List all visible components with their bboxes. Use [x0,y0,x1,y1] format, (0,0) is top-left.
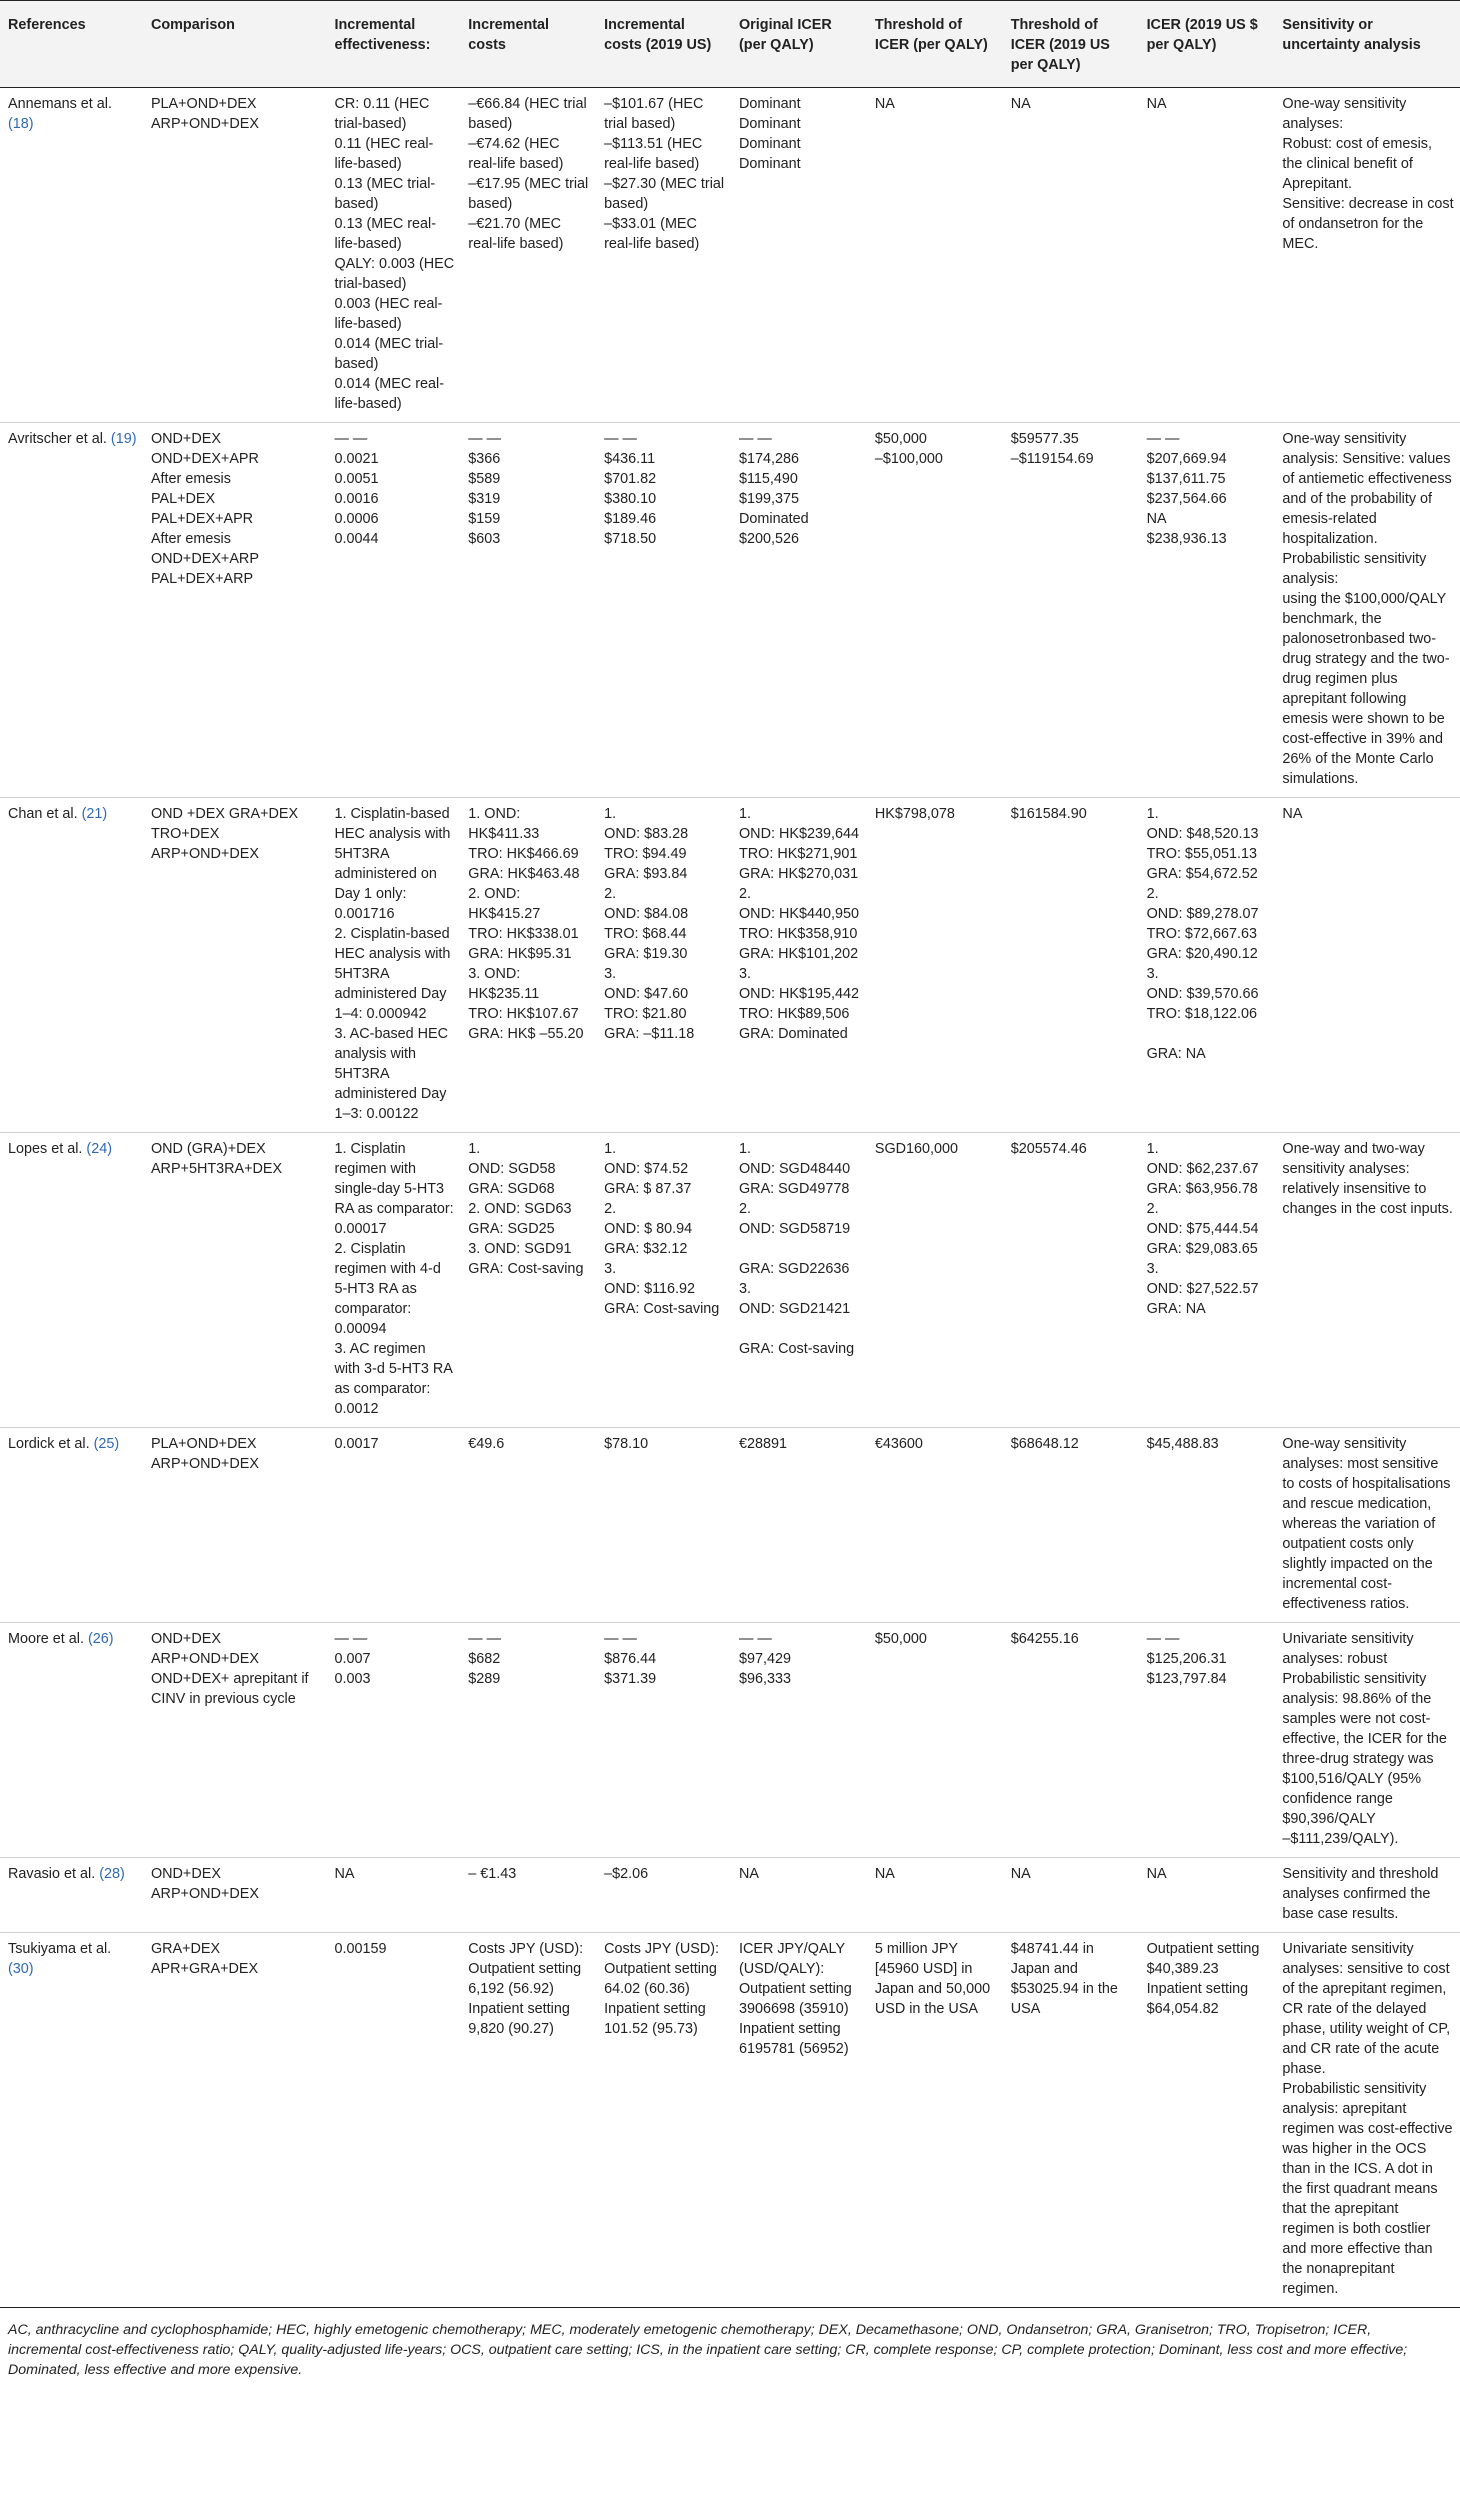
author-name: Avritscher et al. [8,431,107,447]
comparison-cell: OND+DEX ARP+OND+DEX [150,1866,259,1902]
sensitivity-cell: NA [1282,806,1303,822]
threshold-2019-cell: $48741.44 in Japan and $53025.94 in the USA [1010,1941,1118,2017]
costs-2019-cell: Costs JPY (USD): Outpatient setting 64.02 (60.36) Inpatient setting 101.52 (95.73) [604,1941,720,2037]
comparison-cell: OND (GRA)+DEX ARP+5HT3RA+DEX [150,1141,283,1177]
icer-2019-cell: $45,488.83 [1146,1436,1219,1452]
comparison-cell: OND +DEX GRA+DEX TRO+DEX ARP+OND+DEX [150,806,299,862]
header-incremental-costs-2019: Incremental costs (2019 US) [604,17,712,53]
threshold-cell: NA [874,96,895,112]
costs-cell: – €1.43 [468,1866,517,1882]
costs-2019-cell: — — $876.44 $371.39 [604,1631,657,1687]
header-references: References [8,17,86,33]
costs-cell: 1. OND: HK$411.33 TRO: HK$466.69 GRA: HK$463.48 2. OND: HK$415.27 TRO: HK$338.01 GRA: HK$95.31 3. OND: HK$235.11 TRO: HK$107.67 GRA: HK$ –55.20 [468,806,584,1042]
reference-cell [0,88,143,423]
threshold-2019-cell: $68648.12 [1010,1436,1079,1452]
reference-link[interactable]: (24) [86,1141,112,1157]
icer-2019-cell: 1. OND: $48,520.13 TRO: $55,051.13 GRA: $54,672.52 2. OND: $89,278.07 TRO: $72,667.63 GRA: $20,490.12 3. OND: $39,570.66 TRO: $18,122.06 GRA: NA [1146,806,1259,1062]
header-threshold-icer: Threshold of ICER (per QALY) [874,17,988,53]
effectiveness-cell: NA [334,1866,355,1882]
threshold-2019-cell: NA [1010,96,1031,112]
reference-link[interactable]: (28) [99,1866,125,1882]
table-footnote: AC, anthracycline and cyclophosphamide; HEC, highly emetogenic chemotherapy; MEC, moderately emetogenic chemotherapy; DEX, Decamethasone; OND, Ondansetron; GRA, Granisetron; TRO, Tropisetron; ICER, incremental cost-effectiveness ratio; QALY, quality-adjusted life-years; OCS, outpatient care setting; ICS, in the inpatient care setting; CR, complete response; CP, complete protection; Dominant, less cost and more effective; Dominated, less effective and more expensive. [8,2322,1408,2378]
costs-2019-cell: –$2.06 [604,1866,649,1882]
sensitivity-cell: One-way and two-way sensitivity analyses: relatively insensitive to changes in the cost inputs. [1282,1141,1453,1217]
costs-cell: €49.6 [468,1436,505,1452]
threshold-cell: NA [874,1866,895,1882]
comparison-cell: OND+DEX ARP+OND+DEX OND+DEX+ aprepitant if CINV in previous cycle [150,1631,309,1707]
icer-2019-cell: NA [1146,96,1167,112]
icer-2019-cell: 1. OND: $62,237.67 GRA: $63,956.78 2. OND: $75,444.54 GRA: $29,083.65 3. OND: $27,522.57 GRA: NA [1146,1141,1259,1317]
threshold-cell: $50,000 [874,1631,927,1647]
table-row [0,1428,1460,1623]
reference-cell [0,1933,143,2308]
header-icer-2019: ICER (2019 US $ per QALY) [1146,17,1258,53]
sensitivity-cell: Univariate sensitivity analyses: robust Probabilistic sensitivity analysis: 98.86% of the samples were not cost-effective, the ICER for the three-drug strategy was $100,516/QALY (95% confidence range $90,396/QALY –$111,239/QALY). [1282,1631,1447,1847]
effectiveness-cell: 1. Cisplatin regimen with single-day 5-HT3 RA as comparator: 0.00017 2. Cisplatin regimen with 4-d 5-HT3 RA as comparator: 0.00094 3. AC regimen with 3-d 5-HT3 RA as comparator: 0.0012 [334,1141,454,1417]
table-row [0,798,1460,1133]
reference-link[interactable]: (30) [8,1961,34,1977]
reference-link[interactable]: (25) [93,1436,120,1452]
comparison-cell: PLA+OND+DEX ARP+OND+DEX [150,96,259,132]
threshold-cell: $50,000 –$100,000 [874,431,943,467]
effectiveness-cell: 0.0017 [334,1436,379,1452]
reference-link[interactable]: (18) [8,116,34,132]
reference-cell [0,423,143,798]
author-name: Moore et al. [8,1631,84,1647]
icer-2019-cell: — — $125,206.31 $123,797.84 [1146,1631,1227,1687]
reference-cell [0,1858,143,1933]
sensitivity-cell: One-way sensitivity analysis: Sensitive: values of antiemetic effectiveness and of the probability of emesis-related hospitalization. Probabilistic sensitivity analysis: using the $100,000/QALY benchmark, the palonosetronbased two-drug strategy and the two-drug regimen plus aprepitant following emesis were shown to be cost-effective in 39% and 26% of the Monte Carlo simulations. [1282,431,1452,787]
costs-cell: — — $682 $289 [468,1631,502,1687]
table-row [0,88,1460,423]
costs-2019-cell: –$101.67 (HEC trial based) –$113.51 (HEC real-life based) –$27.30 (MEC trial based) –$33.01 (MEC real-life based) [604,96,725,252]
threshold-2019-cell: $161584.90 [1010,806,1087,822]
icer-2019-cell: NA [1146,1866,1167,1882]
table-row [0,1933,1460,2308]
reference-link[interactable]: (21) [81,806,108,822]
reference-cell [0,1133,143,1428]
costs-2019-cell: — — $436.11 $701.82 $380.10 $189.46 $718.50 [604,431,657,547]
icer-cell: ICER JPY/QALY (USD/QALY): Outpatient setting 3906698 (35910) Inpatient setting 6195781 (56952) [738,1941,852,2057]
reference-cell [0,1428,143,1623]
author-name: Lordick et al. [8,1436,90,1452]
header-original-icer: Original ICER (per QALY) [738,17,832,53]
header-sensitivity: Sensitivity or uncertainty analysis [1282,17,1421,53]
author-name: Tsukiyama et al. [8,1941,112,1957]
threshold-2019-cell: $64255.16 [1010,1631,1079,1647]
costs-2019-cell: 1. OND: $83.28 TRO: $94.49 GRA: $93.84 2. OND: $84.08 TRO: $68.44 GRA: $19.30 3. OND: $47.60 TRO: $21.80 GRA: –$11.18 [604,806,695,1042]
comparison-cell: GRA+DEX APR+GRA+DEX [150,1941,259,1977]
author-name: Chan et al. [8,806,78,822]
sensitivity-cell: One-way sensitivity analyses: Robust: cost of emesis, the clinical benefit of Aprepitant. Sensitive: decrease in cost of ondansetron for the MEC. [1282,96,1454,252]
costs-cell: 1. OND: SGD58 GRA: SGD68 2. OND: SGD63 GRA: SGD25 3. OND: SGD91 GRA: Cost-saving [468,1141,584,1277]
reference-link[interactable]: (19) [110,431,137,447]
icer-cell: 1. OND: HK$239,644 TRO: HK$271,901 GRA: HK$270,031 2. OND: HK$440,950 TRO: HK$358,910 GRA: HK$101,202 3. OND: HK$195,442 TRO: HK$89,506 GRA: Dominated [738,806,859,1042]
sensitivity-cell: Univariate sensitivity analyses: sensitive to cost of the aprepitant regimen, CR rate of the delayed phase, utility weight of CP, and CR rate of the acute phase. Probabilistic sensitivity analysis: aprepitant regimen was cost-effective was higher in the OCS than in the ICS. A dot in the first quadrant means that the aprepitant regimen is both costlier and more effective than the nonaprepitant regimen. [1282,1941,1453,2297]
icer-cell: 1. OND: SGD48440 GRA: SGD49778 2. OND: SGD58719 GRA: SGD22636 3. OND: SGD21421 GRA: Cost-saving [738,1141,855,1357]
header-incremental-effectiveness: Incremental effectiveness: [334,17,431,53]
reference-cell [0,1623,143,1858]
author-name: Lopes et al. [8,1141,83,1157]
table-row [0,423,1460,798]
sensitivity-cell: One-way sensitivity analyses: most sensitive to costs of hospitalisations and rescue medication, whereas the variation of outpatient costs only slightly impacted on the incremental cost-effectiveness ratios. [1282,1436,1451,1612]
reference-cell [0,798,143,1133]
header-incremental-costs: Incremental costs [468,17,550,53]
table-row [0,1858,1460,1933]
threshold-2019-cell: $205574.46 [1010,1141,1087,1157]
icer-cell: Dominant Dominant Dominant Dominant [738,96,801,172]
costs-cell: –€66.84 (HEC trial based) –€74.62 (HEC real-life based) –€17.95 (MEC trial based) –€21.70 (MEC real-life based) [468,96,589,252]
effectiveness-cell: CR: 0.11 (HEC trial-based) 0.11 (HEC real-life-based) 0.13 (MEC trial-based) 0.13 (MEC real-life-based) QALY: 0.003 (HEC trial-based) 0.003 (HEC real-life-based) 0.014 (MEC trial-based) 0.014 (MEC real-life-based) [334,96,455,412]
threshold-2019-cell: $59577.35 –$119154.69 [1010,431,1094,467]
effectiveness-cell: — — 0.0021 0.0051 0.0016 0.0006 0.0044 [334,431,379,547]
costs-cell: Costs JPY (USD): Outpatient setting 6,192 (56.92) Inpatient setting 9,820 (90.27) [468,1941,584,2037]
header-threshold-icer-2019: Threshold of ICER (2019 US per QALY) [1010,17,1110,73]
threshold-cell: SGD160,000 [874,1141,959,1157]
comparison-cell: OND+DEX OND+DEX+APR After emesis PAL+DEX PAL+DEX+APR After emesis OND+DEX+ARP PAL+DEX+ARP [150,431,259,587]
costs-2019-cell: $78.10 [604,1436,649,1452]
icer-cell: — — $174,286 $115,490 $199,375 Dominated $200,526 [738,431,809,547]
icer-2019-cell: — — $207,669.94 $137,611.75 $237,564.66 NA $238,936.13 [1146,431,1227,547]
effectiveness-cell: — — 0.007 0.003 [334,1631,371,1687]
threshold-cell: €43600 [874,1436,923,1452]
threshold-2019-cell: NA [1010,1866,1031,1882]
sensitivity-cell: Sensitivity and threshold analyses confirmed the base case results. [1282,1866,1439,1922]
icer-cell: — — $97,429 $96,333 [738,1631,792,1687]
effectiveness-cell: 0.00159 [334,1941,387,1957]
header-comparison: Comparison [150,17,235,33]
effectiveness-cell: 1. Cisplatin-based HEC analysis with 5HT3RA administered on Day 1 only: 0.001716 2. Cisplatin-based HEC analysis with 5HT3RA administered Day 1–4: 0.000942 3. AC-based HEC analysis with 5HT3RA administered Day 1–3: 0.00122 [334,806,451,1122]
threshold-cell: 5 million JPY [45960 USD] in Japan and 50,000 USD in the USA [874,1941,991,2017]
table-row [0,1133,1460,1428]
icer-cell: NA [738,1866,759,1882]
author-name: Ravasio et al. [8,1866,96,1882]
table-header-row [0,1,1460,88]
author-name: Annemans et al. [8,96,112,112]
costs-cell: — — $366 $589 $319 $159 $603 [468,431,502,547]
icer-cell: €28891 [738,1436,788,1452]
icer-2019-cell: Outpatient setting $40,389.23 Inpatient setting $64,054.82 [1146,1941,1260,2017]
costs-2019-cell: 1. OND: $74.52 GRA: $ 87.37 2. OND: $ 80.94 GRA: $32.12 3. OND: $116.92 GRA: Cost-saving [604,1141,720,1317]
comparison-cell: PLA+OND+DEX ARP+OND+DEX [150,1436,259,1472]
table-row [0,1623,1460,1858]
reference-link[interactable]: (26) [88,1631,114,1647]
threshold-cell: HK$798,078 [874,806,955,822]
